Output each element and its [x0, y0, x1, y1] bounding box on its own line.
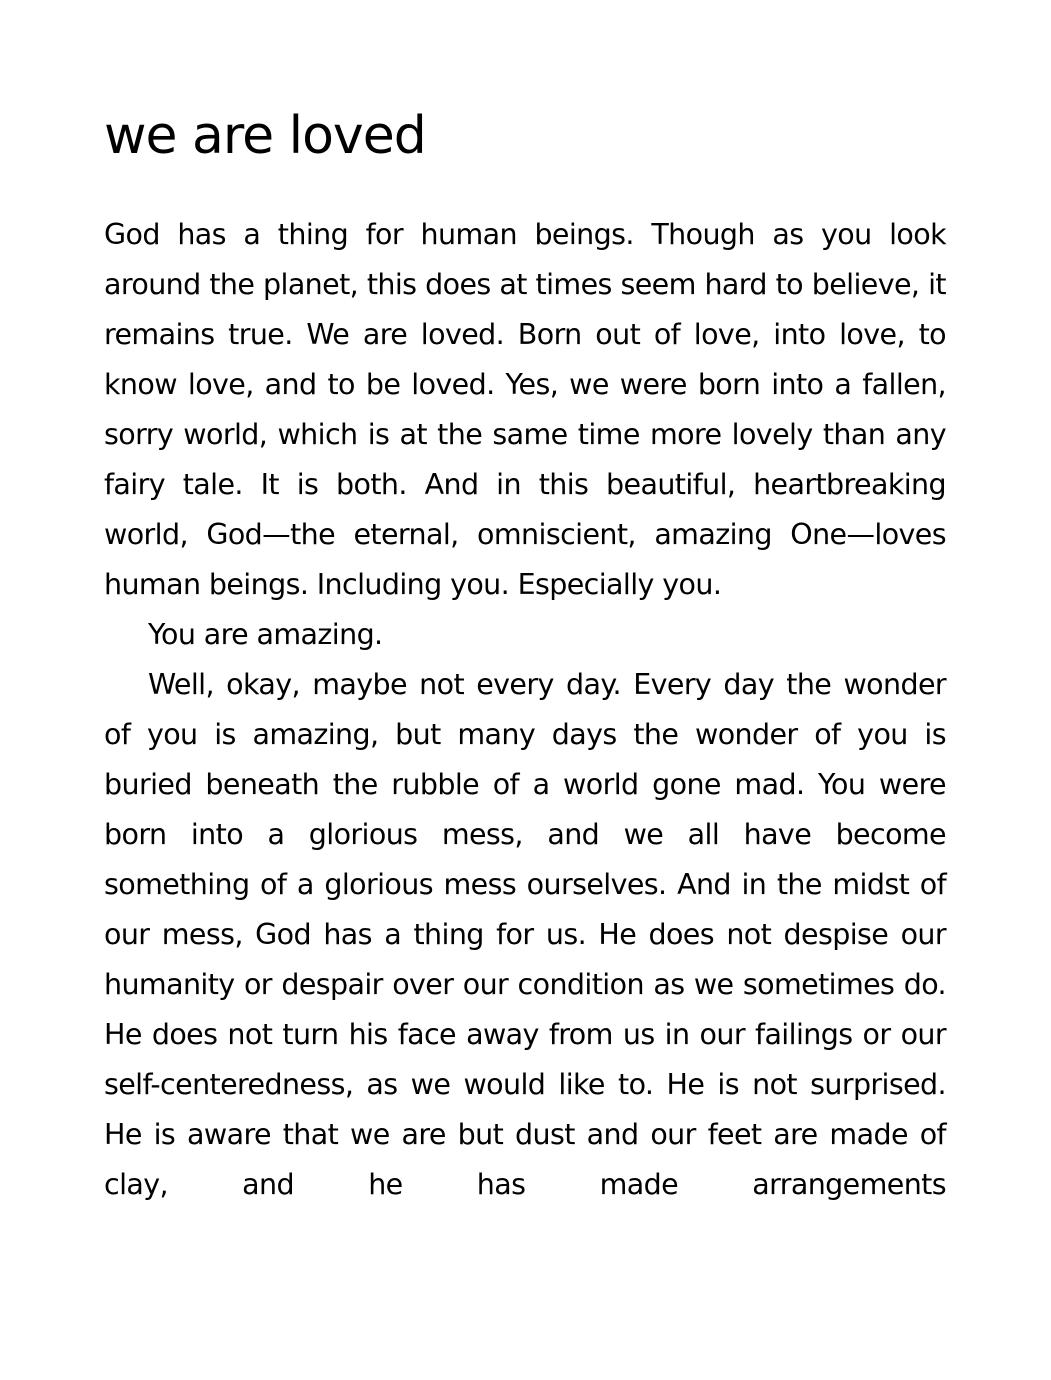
paragraph-3: Well, okay, maybe not every day. Every day the wonder of you is amazing, but many days the wonder of you is buried beneath the rubble of a world gone mad. You were born into a glorious mess, and we all have become something of a glorious mess ourselves. And in the midst of our mess, God has a thing for us. He does not despise our humanity or despair over our condition as we sometimes do. He does not turn his face away from us in our failings or our self-centeredness, as we would like to. He is not surprised. He is aware that we are but dust and our feet are made of clay, and he has made arrangements	[104, 668, 946, 1201]
chapter-body	[104, 210, 946, 1210]
paragraph-1: God has a thing for human beings. Though as you look around the planet, this does at times seem hard to believe, it remains true. We are loved. Born out of love, into love, to know love, and to be loved. Yes, we were born into a fallen, sorry world, which is at the same time more lovely than any fairy tale. It is both. And in this beautiful, heartbreaking world, God—the eternal, omniscient, amazing One—loves human beings. Including you. Especially you.	[104, 218, 946, 601]
chapter-title: we are loved	[104, 106, 426, 166]
paragraph-2: You are amazing.	[148, 618, 383, 651]
